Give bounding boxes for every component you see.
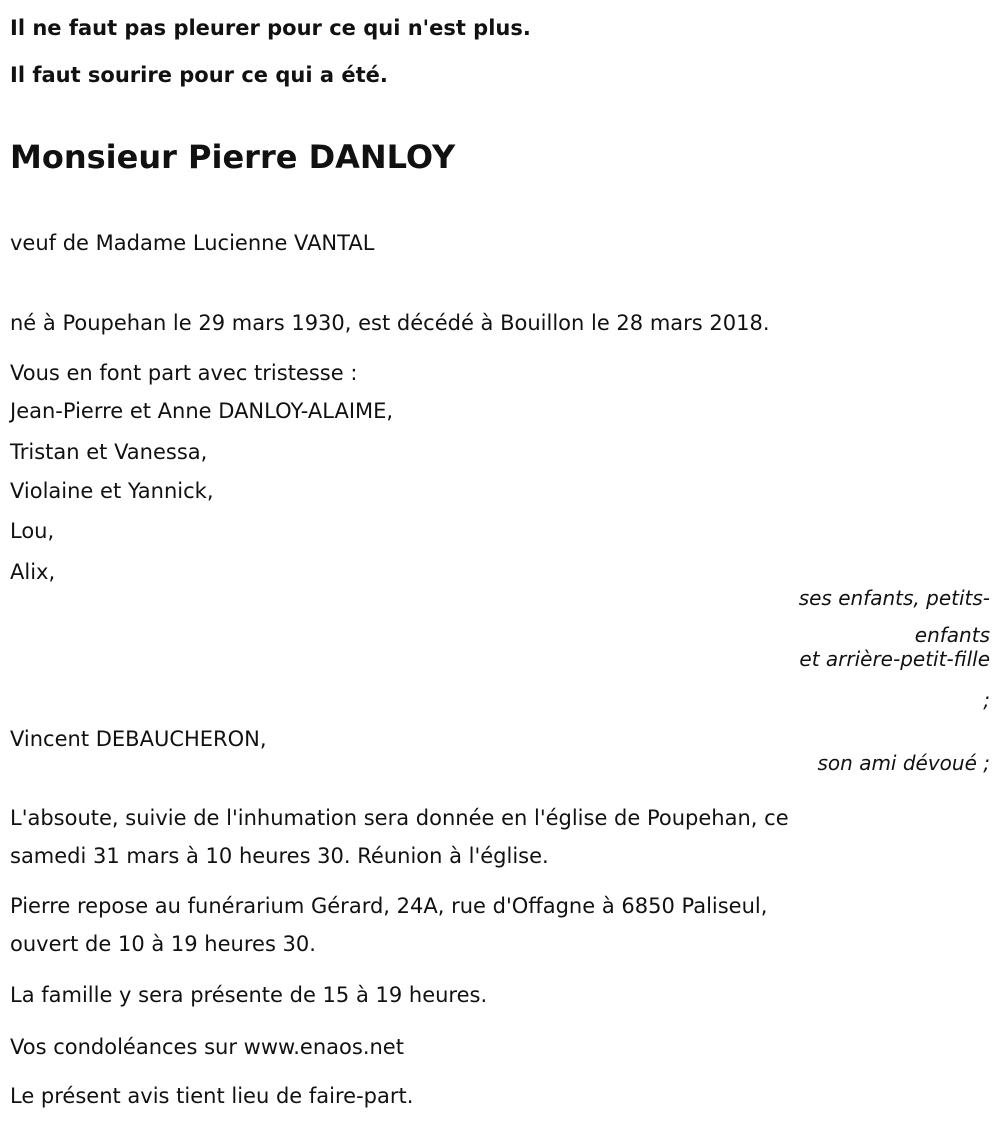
friend-line: Vincent DEBAUCHERON, <box>10 727 267 751</box>
family-member: Jean-Pierre et Anne DANLOY-ALAIME, <box>10 399 394 423</box>
friend-relation: son ami dévoué ; <box>817 751 990 775</box>
family-relation: enfants <box>914 623 990 647</box>
notice-line: Le présent avis tient lieu de faire-part. <box>10 1084 414 1108</box>
page-title: Monsieur Pierre DANLOY <box>10 138 456 176</box>
quote-line-1: Il ne faut pas pleurer pour ce qui n'est plus. <box>10 16 531 40</box>
ceremony-line: samedi 31 mars à 10 heures 30. Réunion à l'église. <box>10 844 549 868</box>
family-member: Violaine et Yannick, <box>10 479 214 503</box>
intro-line: Vous en font part avec tristesse : <box>10 361 358 385</box>
ceremony-line: L'absoute, suivie de l'inhumation sera donnée en l'église de Poupehan, ce <box>10 806 789 830</box>
funerarium-line: ouvert de 10 à 19 heures 30. <box>10 932 316 956</box>
family-relation: ; <box>983 688 990 712</box>
family-member: Alix, <box>10 560 56 584</box>
family-member: Tristan et Vanessa, <box>10 440 208 464</box>
family-presence-line: La famille y sera présente de 15 à 19 heures. <box>10 983 488 1007</box>
family-relation: et arrière-petit-fille <box>799 647 990 671</box>
funerarium-line: Pierre repose au funérarium Gérard, 24A, rue d'Offagne à 6850 Paliseul, <box>10 894 768 918</box>
condolences-line: Vos condoléances sur www.enaos.net <box>10 1035 404 1059</box>
widower-line: veuf de Madame Lucienne VANTAL <box>10 231 375 255</box>
family-relation: ses enfants, petits- <box>798 586 990 610</box>
birth-death-line: né à Poupehan le 29 mars 1930, est décédé à Bouillon le 28 mars 2018. <box>10 311 770 335</box>
quote-line-2: Il faut sourire pour ce qui a été. <box>10 63 388 87</box>
family-member: Lou, <box>10 519 55 543</box>
